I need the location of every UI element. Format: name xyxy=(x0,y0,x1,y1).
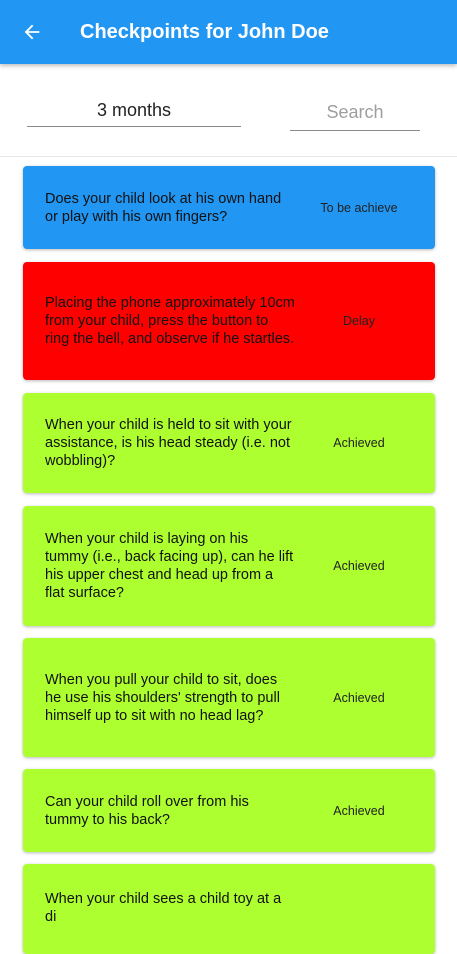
checkpoint-card[interactable] xyxy=(23,393,435,493)
checkpoint-question: When you pull your child to sit, does he use his shoulders' strength to pull himself up to sit with no head lag? xyxy=(45,671,280,724)
checkpoint-question: When your child is held to sit with your assistance, is his head steady (i.e. not wobbling)? xyxy=(45,417,292,469)
checkpoint-card[interactable] xyxy=(23,769,435,852)
page-title: Checkpoints for John Doe xyxy=(80,20,329,43)
back-button[interactable] xyxy=(10,10,54,54)
checkpoint-status: Achieved xyxy=(333,803,385,818)
app-bar xyxy=(0,0,457,64)
checkpoint-status: Achieved xyxy=(333,559,385,573)
checkpoint-card[interactable] xyxy=(23,262,435,380)
checkpoint-question: When your child is laying on his tummy (i.e., back facing up), can he lift his upper chest and head up from a flat surface? xyxy=(45,531,294,601)
checkpoint-question: When your child sees a child toy at a di xyxy=(45,891,282,925)
filter-bar xyxy=(0,64,457,157)
checkpoint-card[interactable] xyxy=(23,638,435,757)
checkpoint-status: Achieved xyxy=(333,436,385,450)
checkpoint-question: Placing the phone approximately 10cm from your child, press the button to ring the bell, and observe if he startles. xyxy=(45,295,295,347)
checkpoint-question: Does your child look at his own hand or play with his own fingers? xyxy=(45,190,282,225)
arrow-left-icon xyxy=(21,21,43,43)
checkpoint-status: Delay xyxy=(343,314,375,328)
search-input[interactable] xyxy=(290,98,420,131)
checkpoint-list[interactable] xyxy=(0,157,457,925)
checkpoint-question: Can your child roll over from his tummy to his back? xyxy=(45,793,249,828)
checkpoint-card[interactable] xyxy=(23,506,435,626)
checkpoint-card[interactable] xyxy=(23,864,435,954)
checkpoint-status: To be achieve xyxy=(320,200,398,215)
age-selector[interactable]: 3 months xyxy=(27,98,241,127)
checkpoint-status: Achieved xyxy=(333,690,385,705)
checkpoint-card[interactable] xyxy=(23,166,435,249)
